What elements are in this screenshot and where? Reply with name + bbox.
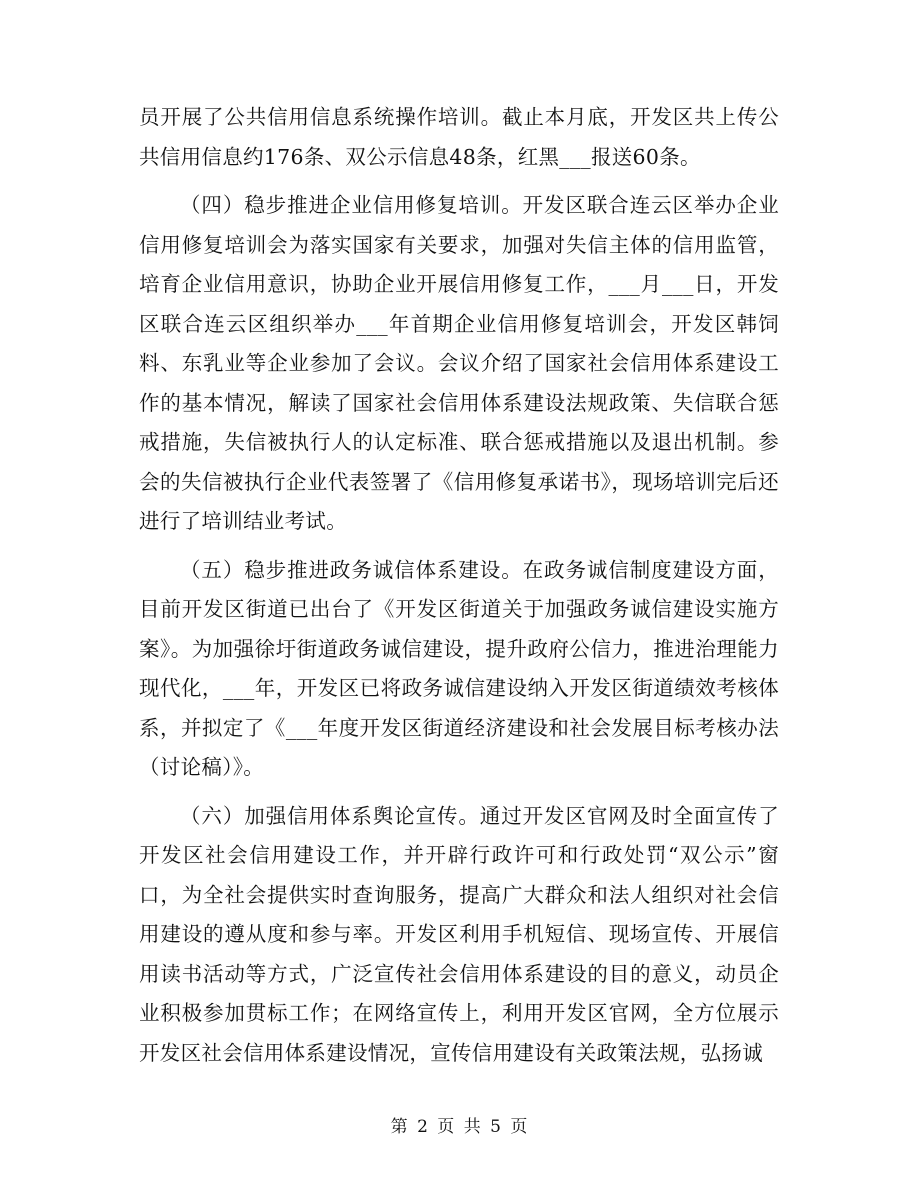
paragraph-credit-publicity: （六）加强信用体系舆论宣传。通过开发区官网及时全面宣传了开发区社会信用建设工作，并开辟行政许可和行政处罚“双公示”窗口，为全社会提供实时查询服务，提高广大群众和法人组织对社会信用建设的遵从度和参与率。开发区利用手机短信、现场宣传、开展信用读书活动等方式，广泛宣传社会信用体系建设的目的意义，动员企业积极参加贯标工作；在网络宣传上，利用开发区官网，全方位展示开发区社会信用体系建设情况，宣传信用建设有关政策法规，弘扬诚 bbox=[139, 803, 779, 1065]
document-body bbox=[139, 98, 779, 1073]
paragraph-continuation: 员开展了公共信用信息系统操作培训。截止本月底，开发区共上传公共信用信息约176条、双公示信息48条，红黑___报送60条。 bbox=[139, 105, 779, 169]
paragraph-government-integrity: （五）稳步推进政务诚信体系建设。在政务诚信制度建设方面，目前开发区街道已出台了《开发区街道关于加强政务诚信建设实施方案》。为加强徐圩街道政务诚信建设，提升政府公信力，推进治理能力现代化，___年，开发区已将政务诚信建设纳入开发区街道绩效考核体系，并拟定了《___年度开发区街道经济建设和社会发展目标考核办法（讨论稿）》。 bbox=[139, 557, 779, 779]
paragraph-credit-repair-training: （四）稳步推进企业信用修复培训。开发区联合连云区举办企业信用修复培训会为落实国家有关要求，加强对失信主体的信用监管，培育企业信用意识，协助企业开展信用修复工作，___月___日，开发区联合连云区组织举办___年首期企业信用修复培训会，开发区韩饲料、东乳业等企业参加了会议。会议介绍了国家社会信用体系建设工作的基本情况，解读了国家社会信用体系建设法规政策、失信联合惩戒措施，失信被执行人的认定标准、联合惩戒措施以及退出机制。参会的失信被执行企业代表签署了《信用修复承诺书》，现场培训完后还进行了培训结业考试。 bbox=[139, 193, 779, 533]
page-number-footer: 第 2 页 共 5 页 bbox=[390, 1117, 530, 1137]
